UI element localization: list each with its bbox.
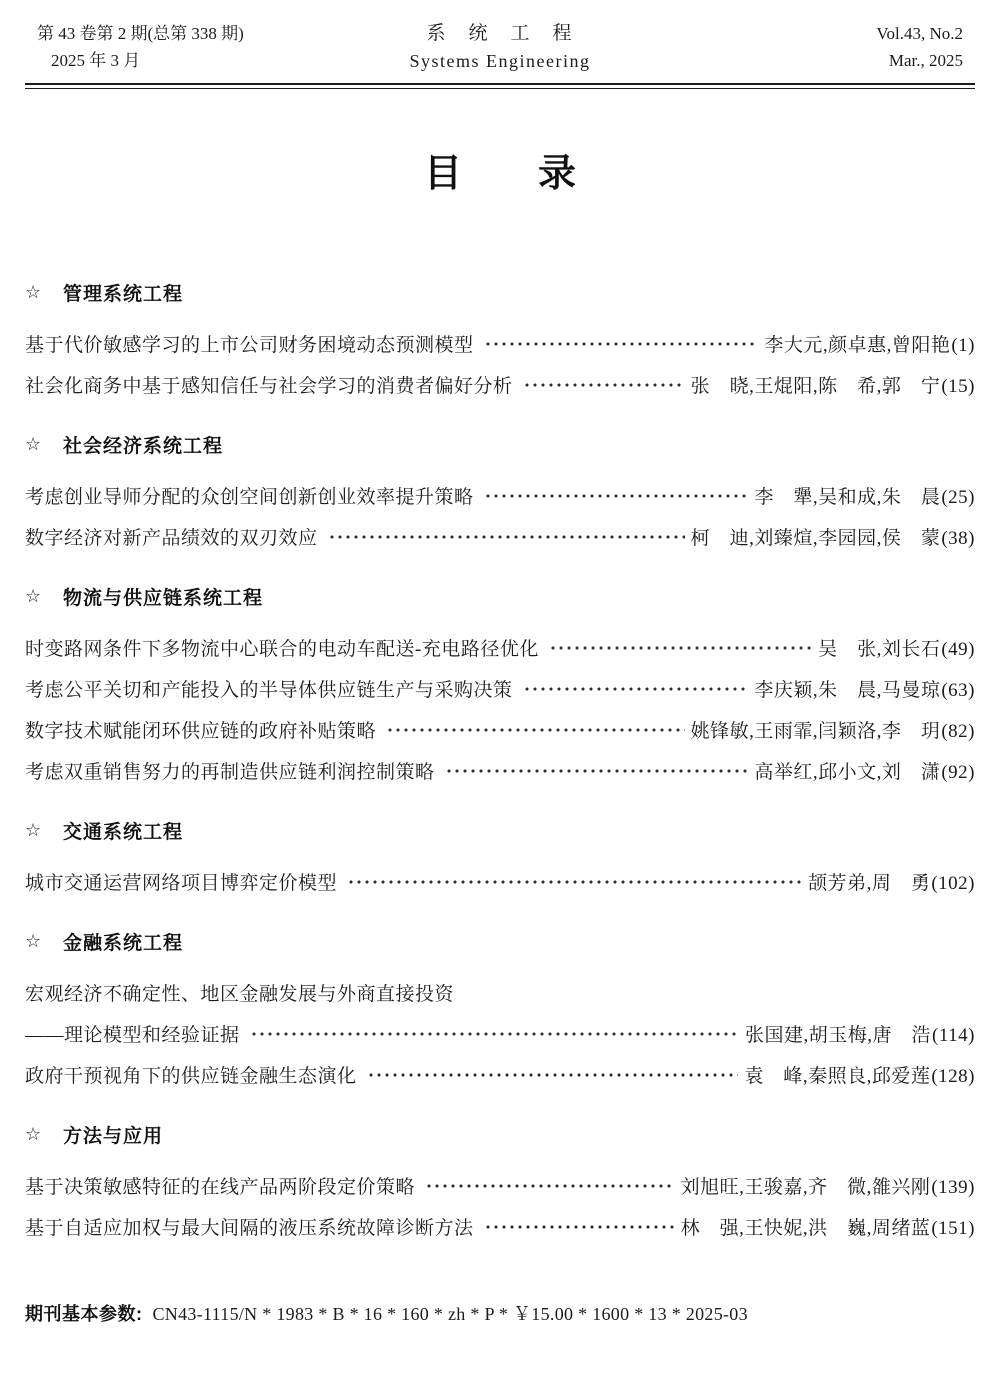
- entry-title: 考虑双重销售努力的再制造供应链利润控制策略: [25, 762, 435, 783]
- entry-page-number: (139): [931, 1177, 975, 1198]
- section-heading: [25, 431, 975, 457]
- entry-authors-page: [691, 371, 975, 398]
- entry-authors: 吴 张,刘长石: [818, 639, 941, 660]
- toc-entry: [25, 1054, 975, 1095]
- entry-title: 数字经济对新产品绩效的双刃效应: [25, 528, 318, 549]
- toc-entry: [25, 323, 975, 364]
- entry-authors: 颉芳弟,周 勇: [808, 873, 931, 894]
- dot-leader: [365, 1054, 739, 1095]
- dot-leader: [482, 323, 759, 364]
- toc-entry: [25, 627, 975, 668]
- toc-entry: [25, 972, 975, 1013]
- entry-page-number: (82): [941, 721, 975, 742]
- dot-leader: [547, 627, 812, 668]
- entry-title: 数字技术赋能闭环供应链的政府补贴策略: [25, 721, 377, 742]
- toc-section: [25, 928, 975, 1095]
- journal-title-block: [410, 20, 591, 75]
- dot-leader: [345, 861, 802, 902]
- entry-page-number: (25): [941, 487, 975, 508]
- entry-page-number: (114): [932, 1025, 975, 1046]
- toc-entry: [25, 1013, 975, 1054]
- issue-number: 第 43 卷第 2 期(总第 338 期): [37, 24, 244, 43]
- header-divider: [25, 83, 975, 89]
- entry-authors: 林 强,王快妮,洪 巍,周绪蓝: [680, 1218, 931, 1239]
- entry-title: ——理论模型和经验证据: [25, 1025, 240, 1046]
- star-icon: ☆: [25, 585, 42, 607]
- dot-leader: [482, 475, 749, 516]
- section-heading: [25, 1121, 975, 1147]
- journal-footer: [25, 1300, 975, 1326]
- section-heading-label: 金融系统工程: [63, 932, 184, 954]
- entry-authors-page: [745, 1020, 975, 1047]
- entry-title: 时变路网条件下多物流中心联合的电动车配送-充电路径优化: [25, 639, 539, 660]
- issue-date: 2025 年 3 月: [51, 51, 141, 70]
- toc-section: [25, 279, 975, 405]
- section-heading-label: 社会经济系统工程: [63, 435, 224, 457]
- entry-authors: 张 晓,王焜阳,陈 希,郭 宁: [690, 376, 941, 397]
- dot-leader: [248, 1013, 740, 1054]
- toc-section: [25, 431, 975, 557]
- entry-authors: 袁 峰,秦照良,邱爱莲: [744, 1066, 931, 1087]
- journal-title-cn: 系 统 工 程: [426, 23, 574, 44]
- entry-page-number: (151): [931, 1218, 975, 1239]
- section-heading: [25, 817, 975, 843]
- toc-entry: [25, 475, 975, 516]
- entry-title: 宏观经济不确定性、地区金融发展与外商直接投资: [25, 984, 455, 1005]
- entry-title: 基于代价敏感学习的上市公司财务困境动态预测模型: [25, 335, 474, 356]
- entry-title: 基于自适应加权与最大间隔的液压系统故障诊断方法: [25, 1218, 474, 1239]
- entry-title: 政府干预视角下的供应链金融生态演化: [25, 1066, 357, 1087]
- dot-leader: [384, 709, 685, 750]
- footer-value: CN43-1115/N * 1983 * B * 16 * 160 * zh * P * ￥15.00 * 1600 * 13 * 2025-03: [152, 1304, 748, 1324]
- entry-authors-page: [681, 1213, 975, 1240]
- toc-entry: [25, 364, 975, 405]
- toc-entry: [25, 861, 975, 902]
- toc-section: [25, 583, 975, 791]
- entry-page-number: (38): [941, 528, 975, 549]
- entry-page-number: (63): [941, 680, 975, 701]
- entry-authors-page: [681, 1172, 975, 1199]
- toc-entry: [25, 750, 975, 791]
- entry-authors-page: [691, 523, 975, 550]
- entry-authors: 高举红,邱小文,刘 潇: [754, 762, 941, 783]
- entry-authors-page: [764, 330, 975, 357]
- section-heading-label: 管理系统工程: [63, 283, 184, 305]
- section-heading: [25, 928, 975, 954]
- entry-authors-page: [754, 482, 975, 509]
- entry-page-number: (128): [931, 1066, 975, 1087]
- dot-leader: [482, 1206, 675, 1247]
- entry-page-number: (15): [941, 376, 975, 397]
- header-volume-block: [590, 20, 963, 74]
- entry-authors: 柯 迪,刘臻煊,李园园,侯 蒙: [690, 528, 941, 549]
- section-heading-label: 方法与应用: [63, 1125, 164, 1147]
- toc-sections: [25, 279, 975, 1247]
- dot-leader: [326, 516, 685, 557]
- toc-entry: [25, 709, 975, 750]
- dot-leader: [443, 750, 749, 791]
- star-icon: ☆: [25, 819, 42, 841]
- volume-date: Mar., 2025: [888, 51, 963, 70]
- journal-title-en: Systems Engineering: [409, 51, 591, 71]
- journal-header: [25, 18, 975, 75]
- entry-authors-page: [754, 757, 975, 784]
- star-icon: ☆: [25, 1123, 42, 1145]
- entry-authors: 李大元,颜卓惠,曾阳艳: [764, 335, 951, 356]
- star-icon: ☆: [25, 281, 42, 303]
- toc-entry: [25, 516, 975, 557]
- toc-entry: [25, 1206, 975, 1247]
- entry-title: 社会化商务中基于感知信任与社会学习的消费者偏好分析: [25, 376, 513, 397]
- entry-authors: 李 犟,吴和成,朱 晨: [754, 487, 941, 508]
- entry-authors: 张国建,胡玉梅,唐 浩: [745, 1025, 932, 1046]
- entry-authors-page: [744, 1061, 975, 1088]
- entry-page-number: (1): [951, 335, 975, 356]
- section-heading: [25, 279, 975, 305]
- star-icon: ☆: [25, 930, 42, 952]
- toc-section: [25, 1121, 975, 1247]
- toc-section: [25, 817, 975, 902]
- entry-title: 城市交通运营网络项目博弈定价模型: [25, 873, 338, 894]
- entry-authors-page: [808, 868, 975, 895]
- entry-authors-page: [691, 716, 975, 743]
- entry-page-number: (49): [941, 639, 975, 660]
- toc-entry: [25, 668, 975, 709]
- dot-leader: [521, 364, 685, 405]
- toc-entry: [25, 1165, 975, 1206]
- volume-number: Vol.43, No.2: [876, 24, 963, 43]
- header-issue-block: [37, 20, 410, 74]
- entry-authors-page: [818, 634, 975, 661]
- entry-authors: 李庆颖,朱 晨,马曼琼: [754, 680, 941, 701]
- entry-page-number: (102): [931, 873, 975, 894]
- section-heading-label: 交通系统工程: [63, 821, 184, 843]
- entry-authors: 刘旭旺,王骏嘉,齐 微,雒兴刚: [680, 1177, 931, 1198]
- toc-title: 目 录: [423, 153, 576, 195]
- entry-authors-page: [754, 675, 975, 702]
- entry-title: 基于决策敏感特征的在线产品两阶段定价策略: [25, 1177, 416, 1198]
- entry-page-number: (92): [941, 762, 975, 783]
- star-icon: ☆: [25, 433, 42, 455]
- entry-title: 考虑创业导师分配的众创空间创新创业效率提升策略: [25, 487, 474, 508]
- footer-label: 期刊基本参数:: [25, 1304, 143, 1324]
- section-heading: [25, 583, 975, 609]
- dot-leader: [521, 668, 749, 709]
- entry-title: 考虑公平关切和产能投入的半导体供应链生产与采购决策: [25, 680, 513, 701]
- dot-leader: [423, 1165, 675, 1206]
- entry-authors: 姚锋敏,王雨霏,闫颖洛,李 玥: [690, 721, 941, 742]
- section-heading-label: 物流与供应链系统工程: [63, 587, 264, 609]
